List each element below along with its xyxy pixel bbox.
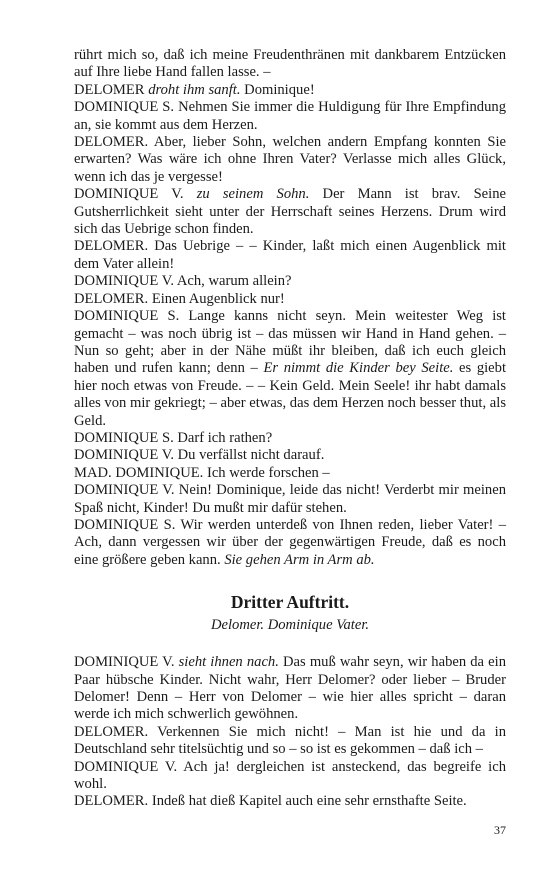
stage-direction: droht ihm sanft. [148,81,241,98]
scene-cast: Delomer. Dominique Vater. [210,617,370,634]
dialogue-line: DOMINIQUE S. Lange kanns nicht seyn. Mein weitester Weg ist gemacht – was noch übrig ist – das müssen wir Hand in Hand gehen. – Nun so geht; aber in der Nähe müßt ihr bleiben, daß ich euch gleich haben und rufen kann; denn – Er nimmt die Kinder bey Seite. es giebt hier noch etwas von Freude. – – Kein Geld. Mein Seele! ihr habt damals alles von mir gekriegt; – aber etwas, das dem Herzen noch besser thut, als Geld. [74,308,507,429]
dialogue-line: DELOMER. Indeß hat dieß Kapitel auch eine sehr ernsthafte Seite. [74,793,467,810]
dialogue-line: DOMINIQUE V. Du verfällst nicht darauf. [74,447,325,464]
dialogue-line: DOMINIQUE V. sieht ihnen nach. Das muß wahr seyn, wir haben da ein Paar hübsche Kinder. Nicht wahr, Herr Delomer? oder lieber – Bruder Delomer! Denn – Herr von Delomer – wie hier alles spricht – daran werde ich mich schwerlich gewöhnen. [74,654,506,723]
dialogue-line: DOMINIQUE V. zu seinem Sohn. Der Mann ist brav. Seine Gutsherrlichkeit sieht unter der Herrschaft seines Herzens. Drum wird sich das Uebrige schon finden. [74,186,506,238]
dialogue-block-2 [74,654,506,811]
dialogue-line: DOMINIQUE S. Darf ich rathen? [74,429,273,446]
page-number: 37 [494,823,506,837]
dialogue-line: DOMINIQUE V. Ach, warum allein? [74,273,292,290]
dialogue-line: DOMINIQUE V. Nein! Dominique, leide das nicht! Verderbt mir meinen Spaß nicht, Kinder! Du mußt mir dafür stehen. [74,482,506,516]
scene-heading: Dritter Auftritt. [230,592,350,613]
dialogue-line: DELOMER. Einen Augenblick nur! [74,290,285,307]
stage-direction: zu seinem Sohn. [196,186,310,203]
stage-direction: Er nimmt die Kinder bey Seite. [263,360,454,377]
dialogue-line: DOMINIQUE V. Ach ja! dergleichen ist ansteckend, das begreife ich wohl. [74,758,506,793]
dialogue-line: DELOMER. Verkennen Sie mich nicht! – Man ist hie und da in Deutschland sehr titelsüchtig und so – so ist es gekommen – daß ich – [74,723,506,758]
page-content [74,47,506,811]
dialogue-line: DELOMER droht ihm sanft. Dominique! [74,81,315,98]
dialogue-line: DOMINIQUE S. Nehmen Sie immer die Huldigung für Ihre Empfindung an, sie kommt aus dem Herzen. [74,99,506,133]
dialogue-line: MAD. DOMINIQUE. Ich werde forschen – [74,464,330,481]
stage-direction: Sie gehen Arm in Arm ab. [224,551,375,568]
dialogue-line: DOMINIQUE S. Wir werden unterdeß von Ihnen reden, lieber Vater! – Ach, dann vergessen wir über der gegenwärtigen Freude, daß es noch eine größere geben kann. Sie gehen Arm in Arm ab. [74,516,506,568]
dialogue-line: DELOMER. Aber, lieber Sohn, welchen andern Empfang konnten Sie erwarten? Was wäre ich ohne Ihren Vater? Verlasse mich alles Glück, wenn ich das je vergesse! [74,134,506,185]
dialogue-line: DELOMER. Das Uebrige – – Kinder, laßt mich einen Augenblick mit dem Vater allein! [74,238,506,272]
stage-direction: sieht ihnen nach. [178,654,279,671]
dialogue-line: rührt mich so, daß ich meine Freudenthränen mit dankbarem Entzücken auf Ihre liebe Hand fallen lasse. – [74,47,506,81]
dialogue-block-1 [74,47,506,569]
